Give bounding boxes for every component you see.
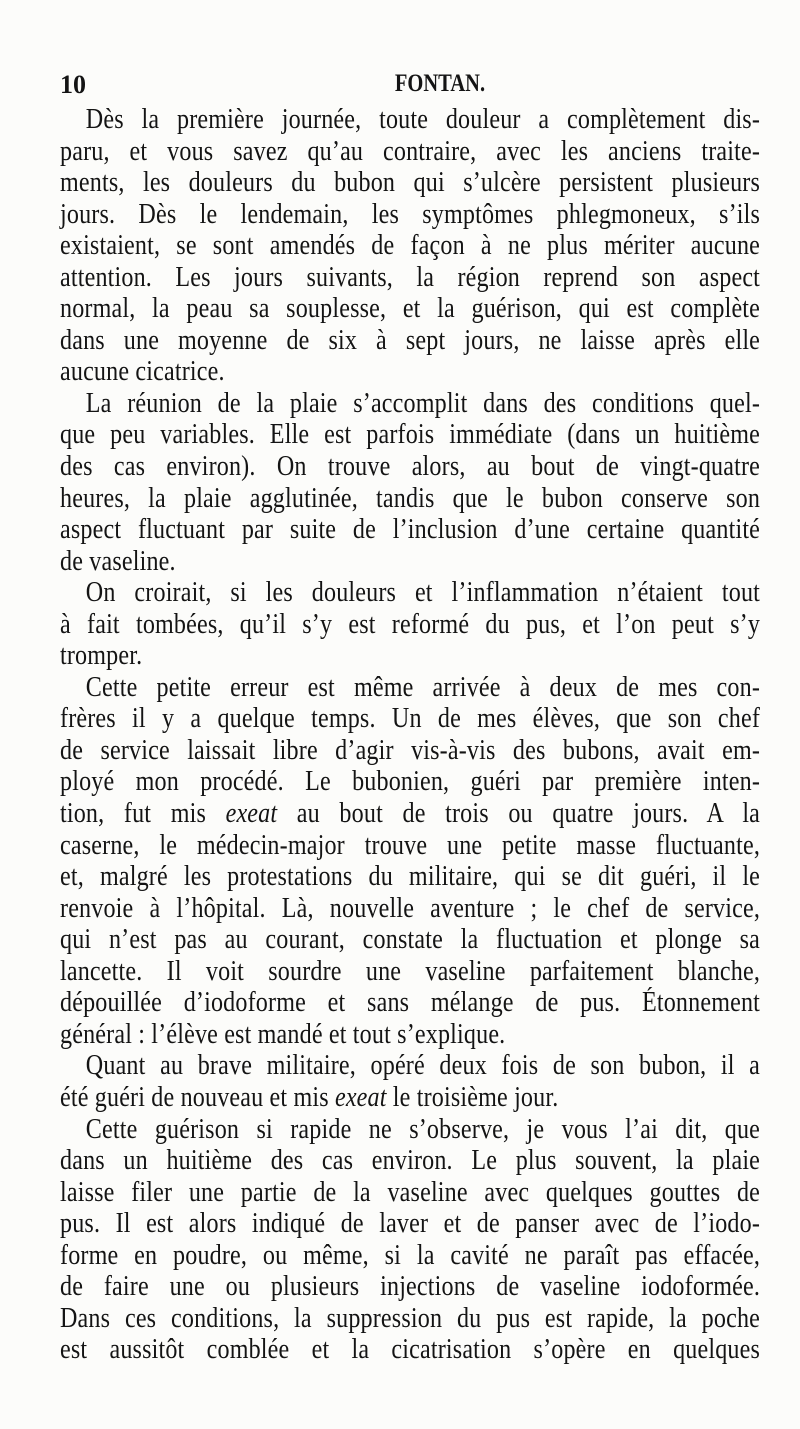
text-line: Cette petite erreur est même arrivée à deux de mes con- [85, 671, 761, 703]
text-line: normal, la peau sa souplesse, et la guérison, qui est complète [60, 293, 761, 325]
text-line: des cas environ). On trouve alors, au bout de vingt-quatre [60, 451, 761, 483]
text-line: tromper. [60, 640, 143, 672]
text-line: de faire une ou plusieurs injections de vaseline iodoformée. [60, 1271, 761, 1303]
text-line: pus. Il est alors indiqué de laver et de panser avec de l’iodo- [60, 1208, 761, 1240]
text-line: aucune cicatrice. [60, 356, 225, 388]
text-line: jours. Dès le lendemain, les symptômes phlegmoneux, s’ils [60, 198, 761, 230]
text-line: Quant au brave militaire, opéré deux fois de son bubon, il a [85, 1050, 761, 1082]
text-line: à fait tombées, qu’il s’y est reformé du pus, et l’on peut s’y [60, 608, 761, 640]
body-text [60, 104, 760, 1366]
text-line: ments, les douleurs du bubon qui s’ulcère persistent plusieurs [60, 167, 761, 199]
text-line: et, malgré les protestations du militaire, qui se dit guéri, il le [60, 861, 761, 893]
text-line: de service laissait libre d’agir vis-à-vis des bubons, avait em- [60, 734, 761, 766]
italic-word: exeat [334, 1081, 387, 1113]
text-line: laisse filer une partie de la vaseline avec quelques gouttes de [60, 1176, 761, 1208]
text-line: qui n’est pas au courant, constate la fluctuation et plonge sa [60, 924, 761, 956]
text-line: que peu variables. Elle est parfois immédiate (dans un huitième [60, 419, 761, 451]
text-line: Dès la première journée, toute douleur a complètement dis- [85, 104, 761, 135]
text-line: de vaseline. [60, 545, 176, 577]
text-line: ployé mon procédé. Le bubonien, guéri par première inten- [60, 766, 761, 798]
text-line: été guéri de nouveau et mis exeat le troisième jour. [60, 1081, 559, 1113]
text-line: On croirait, si les douleurs et l’inflammation n’étaient tout [85, 577, 761, 609]
italic-word: exeat [225, 798, 278, 830]
page-header [60, 70, 760, 100]
text-line: lancette. Il voit sourdre une vaseline parfaitement blanche, [60, 955, 761, 987]
page-number: 10 [60, 70, 86, 99]
text-line: dans une moyenne de six à sept jours, ne laisse après elle [60, 324, 761, 356]
text-line: paru, et vous savez qu’au contraire, avec les anciens traite- [60, 135, 761, 167]
text-line: est aussitôt comblée et la cicatrisation s’opère en quelques [60, 1334, 761, 1366]
text-line: La réunion de la plaie s’accomplit dans des conditions quel- [85, 387, 761, 419]
text-line: renvoie à l’hôpital. Là, nouvelle aventure ; le chef de service, [60, 892, 761, 924]
text-line: dans un huitième des cas environ. Le plus souvent, la plaie [60, 1145, 761, 1177]
text-line: forme en poudre, ou même, si la cavité ne paraît pas effacée, [60, 1239, 761, 1271]
text-line: Dans ces conditions, la suppression du pus est rapide, la poche [60, 1302, 761, 1334]
text-line: général : l’élève est mandé et tout s’explique. [60, 1018, 506, 1050]
text-line: aspect fluctuant par suite de l’inclusion d’une certaine quantité [60, 514, 761, 546]
text-line: frères il y a quelque temps. Un de mes élèves, que son chef [60, 703, 761, 735]
text-line: existaient, se sont amendés de façon à ne plus mériter aucune [60, 230, 761, 262]
text-line: heures, la plaie agglutinée, tandis que le bubon conserve son [60, 482, 761, 514]
text-line: caserne, le médecin-major trouve une petite masse fluctuante, [60, 829, 761, 861]
text-line: Cette guérison si rapide ne s’observe, je vous l’ai dit, que [85, 1113, 761, 1145]
text-line: tion, fut mis exeat au bout de trois ou quatre jours. A la [60, 798, 761, 830]
text-line: attention. Les jours suivants, la région reprend son aspect [60, 261, 761, 293]
text-line: dépouillée d’iodoforme et sans mélange de pus. Étonnement [60, 987, 761, 1019]
running-head: FONTAN. [394, 70, 486, 97]
